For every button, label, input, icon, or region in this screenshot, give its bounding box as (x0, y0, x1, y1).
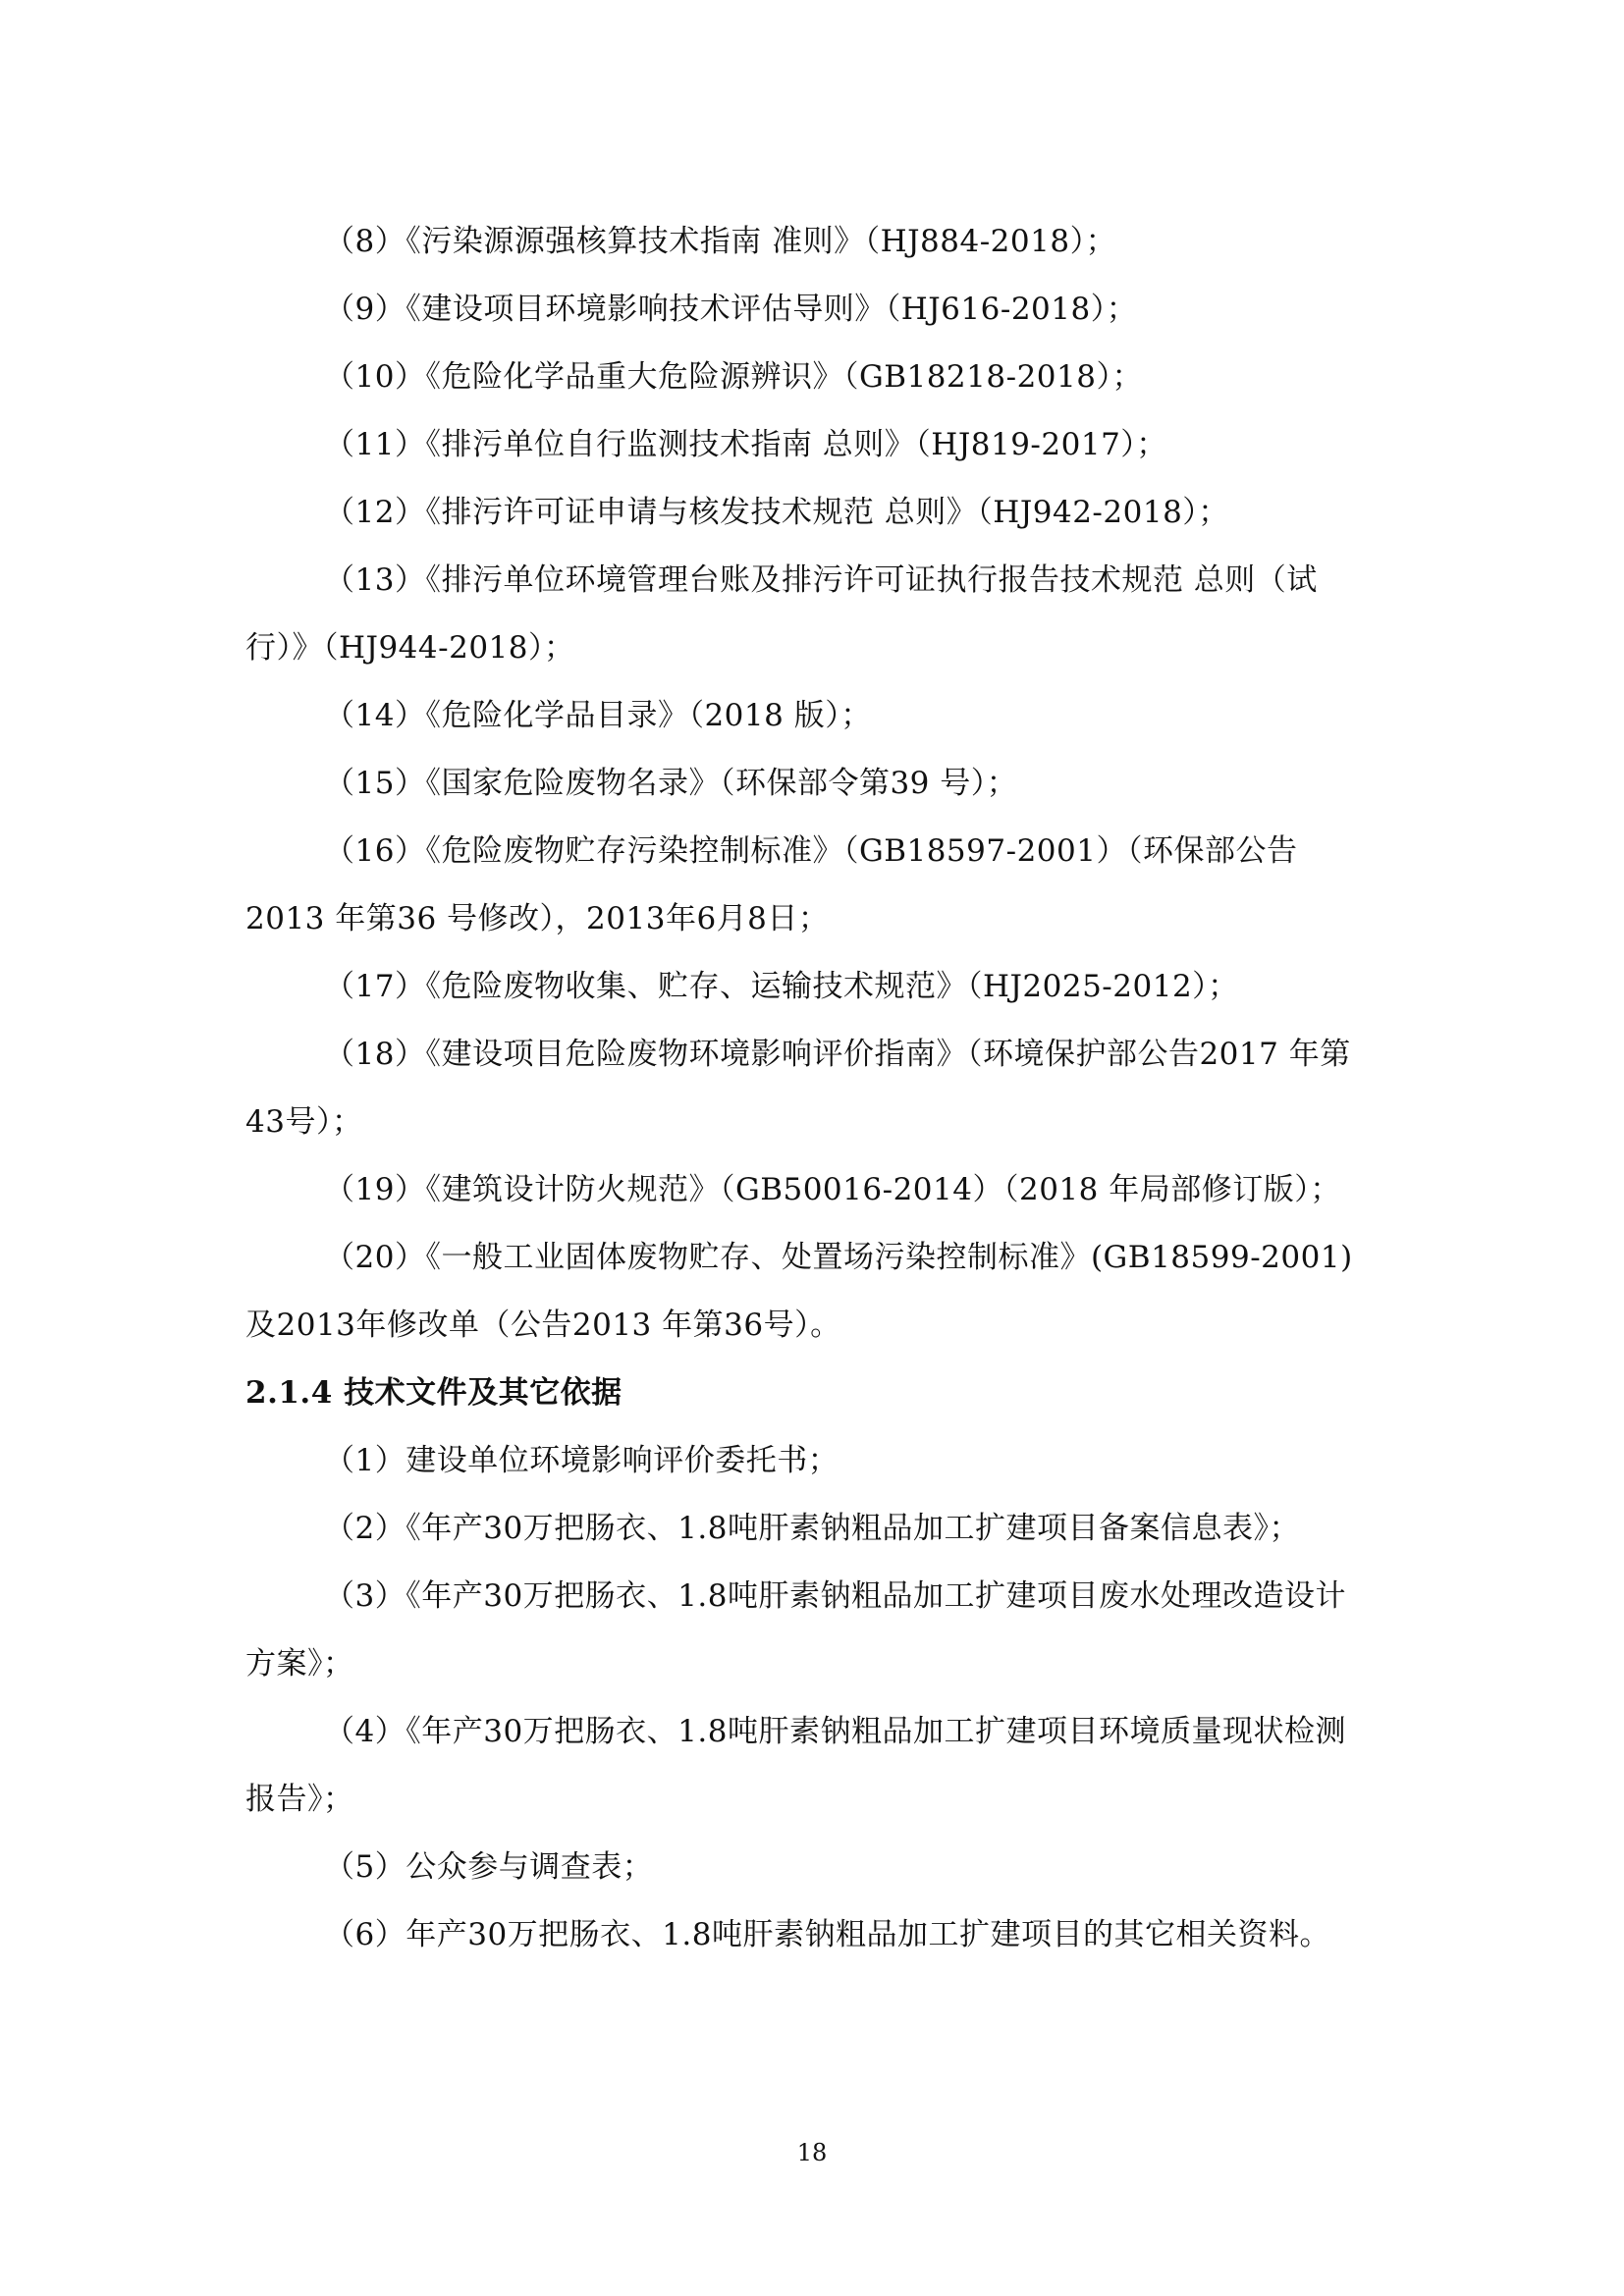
reference-item-17: （17）《危险废物收集、贮存、运输技术规范》（HJ2025-2012）； (324, 969, 1239, 1004)
technical-document-item-6: （6）年产30万把肠衣、1.8吨肝素钠粗品加工扩建项目的其它相关资料。 (324, 1917, 1330, 1952)
reference-item-12: （12）《排污许可证申请与核发技术规范 总则》（HJ942-2018）； (324, 495, 1229, 530)
reference-item-14: （14）《危险化学品目录》（2018 版）； (324, 698, 872, 733)
page-content (245, 208, 1375, 1969)
page-number: 18 (796, 2139, 828, 2166)
technical-document-item-4: （4）《年产30万把肠衣、1.8吨肝素钠粗品加工扩建项目环境质量现状检测报告》； (245, 1714, 1346, 1817)
technical-document-item-5: （5）公众参与调查表； (324, 1849, 654, 1885)
reference-item-18: （18）《建设项目危险废物环境影响评价指南》（环境保护部公告2017 年第43号）； (245, 1037, 1351, 1140)
reference-item-13: （13）《排污单位环境管理台账及排污许可证执行报告技术规范 总则（试行）》（HJ944-2018）； (245, 562, 1318, 666)
technical-document-item-1: （1）建设单位环境影响评价委托书； (324, 1443, 839, 1478)
reference-item-9: （9）《建设项目环境影响技术评估导则》（HJ616-2018）； (324, 292, 1138, 327)
reference-item-16: （16）《危险废物贮存污染控制标准》（GB18597-2001）（环保部公告 2013 年第36 号修改），2013年6月8日； (245, 833, 1298, 936)
reference-item-10: （10）《危险化学品重大危险源辨识》（GB18218-2018）； (324, 359, 1143, 395)
technical-document-item-2: （2）《年产30万把肠衣、1.8吨肝素钠粗品加工扩建项目备案信息表》； (324, 1511, 1300, 1546)
section-heading: 2.1.4 技术文件及其它依据 (245, 1375, 623, 1411)
reference-item-8: （8）《污染源源强核算技术指南 准则》（HJ884-2018）； (324, 224, 1117, 259)
reference-item-15: （15）《国家危险废物名录》（环保部令第39 号）； (324, 766, 1018, 801)
reference-item-19: （19）《建筑设计防火规范》（GB50016-2014）（2018 年局部修订版）； (324, 1172, 1341, 1207)
technical-document-item-3: （3）《年产30万把肠衣、1.8吨肝素钠粗品加工扩建项目废水处理改造设计方案》； (245, 1578, 1346, 1682)
reference-item-11: （11）《排污单位自行监测技术指南 总则》（HJ819-2017）； (324, 427, 1167, 462)
reference-item-20: （20）《一般工业固体废物贮存、处置场污染控制标准》(GB18599-2001)及2013年修改单（公告2013 年第36号）。 (245, 1240, 1353, 1343)
